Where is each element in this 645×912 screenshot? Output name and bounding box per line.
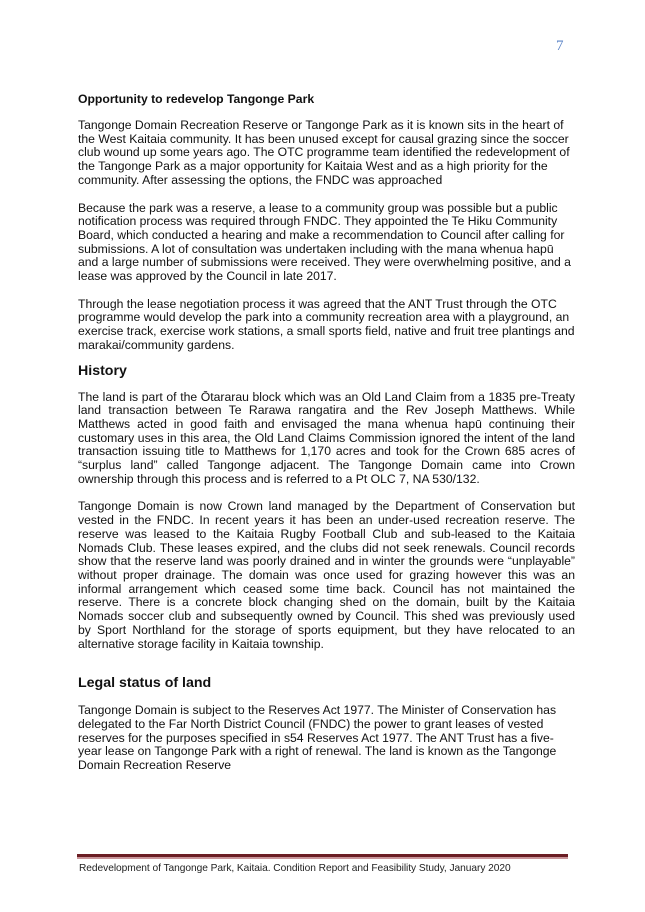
document-body bbox=[78, 92, 575, 773]
opportunity-paragraph-3: Through the lease negotiation process it was agreed that the ANT Trust through the OTC programme would develop the park into a community recreation area with a playground, an exercise track, exercise work stations, a small sports field, native and fruit tree plantings and marakai/community gardens. bbox=[78, 296, 575, 352]
history-heading: History bbox=[78, 362, 127, 379]
legal-status-heading: Legal status of land bbox=[78, 675, 212, 692]
footer-divider bbox=[77, 854, 568, 860]
footer-text: Redevelopment of Tangonge Park, Kaitaia. Condition Report and Feasibility Study, January 2020 bbox=[79, 863, 511, 874]
legal-status-paragraph-1: Tangonge Domain is subject to the Reserves Act 1977. The Minister of Conservation has delegated to the Far North District Council (FNDC) the power to grant leases of vested reserves for the purposes specified in s54 Reserves Act 1977. The ANT Trust has a five-year lease on Tangonge Park with a right of renewal. The land is known as the Tangonge Domain Recreation Reserve bbox=[78, 703, 557, 773]
opportunity-heading: Opportunity to redevelop Tangonge Park bbox=[78, 92, 315, 106]
opportunity-paragraph-1: Tangonge Domain Recreation Reserve or Tangonge Park as it is known sits in the heart of the West Kaitaia community. It has been unused except for causal grazing since the soccer club wound up some years ago. The OTC programme team identified the redevelopment of the Tangonge Park as a major opportunity for Kaitaia West and as a high priority for the community. After assessing the options, the FNDC was approached bbox=[78, 118, 570, 187]
history-paragraph-1: The land is part of the Ōtararau block which was an Old Land Claim from a 1835 pre-Treaty land transaction between Te Rarawa rangatira and the Rev Joseph Matthews. While Matthews acted in good faith and envisaged the mana whenua hapū continuing their customary uses in this area, the Old Land Claims Commission ignored the intent of the land transaction issuing title to Matthews for 1,170 acres and took for the Crown 685 acres of “surplus land” called Tangonge adjacent. The Tangonge Domain came into Crown ownership through this process and is referred to a Pt OLC 7, NA 530/132. bbox=[78, 389, 575, 486]
footer-divider-light-line bbox=[77, 857, 568, 859]
page-number: 7 bbox=[556, 38, 564, 54]
history-paragraph-2: Tangonge Domain is now Crown land managed by the Department of Conservation but vested in the FNDC. In recent years it has been an under-used recreation reserve. The reserve was leased to the Kaitaia Rugby Football Club and sub-leased to the Kaitaia Nomads Club. These leases expired, and the clubs did not seek renewals. Council records show that the reserve land was poorly drained and in winter the grounds were “unplayable” without proper drainage. The domain was once used for grazing however this was an informal arrangement which ceased some time back. Council has not maintained the reserve. There is a concrete block changing shed on the domain, built by the Kaitaia Nomads soccer club and subsequently owned by Council. This shed was previously used by Sport Northland for the storage of sports equipment, but they have relocated to an alternative storage facility in Kaitaia township. bbox=[78, 499, 575, 651]
opportunity-paragraph-2: Because the park was a reserve, a lease to a community group was possible but a public notification process was required through FNDC. They appointed the Te Hiku Community Board, which conducted a hearing and make a recommendation to Council after calling for submissions. A lot of consultation was undertaken including with the mana whenua hapū and a large number of submissions were received. They were overwhelming positive, and a lease was approved by the Council in late 2017. bbox=[78, 200, 571, 284]
